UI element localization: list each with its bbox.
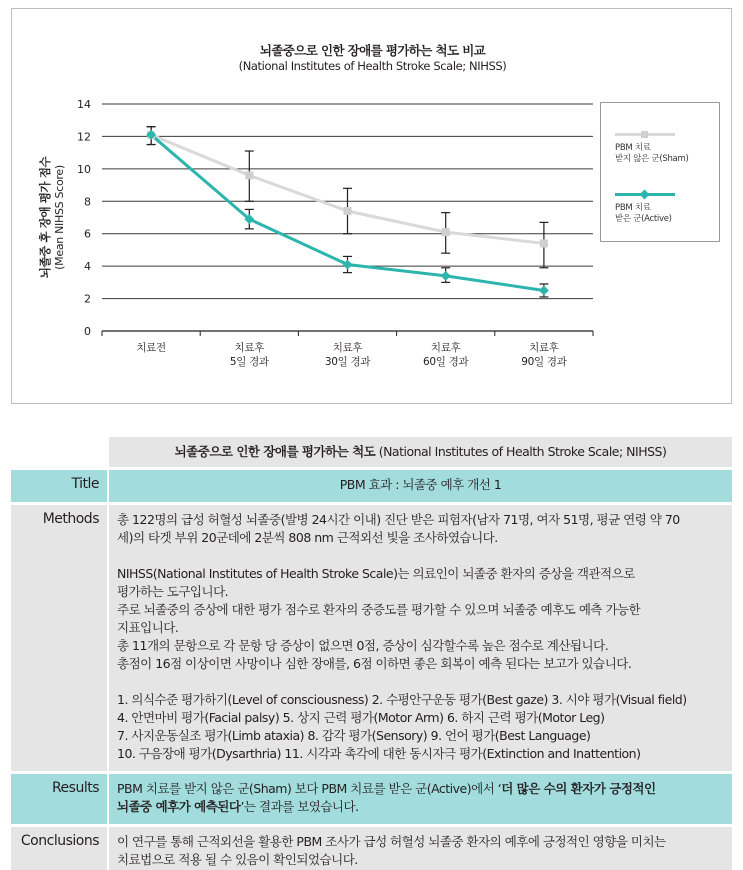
methods-value	[109, 505, 732, 771]
y-tick-label: 4	[84, 260, 91, 274]
results-text: PBM 치료를 받지 않은 군(Sham) 보다 PBM 치료를 받은 군(Active)에서 ‘	[117, 781, 502, 796]
x-tick-label: 치료후	[529, 342, 559, 354]
conclusions-label: Conclusions	[11, 827, 107, 870]
x-tick-label: 90일 경과	[521, 356, 567, 368]
chart-subtitle: (National Institutes of Health Stroke Scale; NIHSS)	[238, 59, 507, 73]
methods-line: 세)의 타겟 부위 20군데에 2분씩 808 nm 근적외선 빛을 조사하였습니다.	[117, 530, 498, 545]
methods-line: 총점이 16점 이상이면 사망이나 심한 장애를, 6점 이하면 좋은 회복이 예측 된다는 보고가 있습니다.	[117, 656, 632, 671]
results-label: Results	[11, 774, 107, 824]
methods-line: 평가하는 도구입니다.	[117, 584, 229, 599]
results-row	[11, 774, 732, 824]
title-row	[11, 470, 732, 502]
methods-paragraph-2	[117, 565, 724, 673]
methods-paragraph-1	[117, 511, 724, 547]
data-point-sham	[245, 171, 253, 179]
y-tick-label: 12	[77, 130, 91, 144]
legend-diamond-marker	[640, 190, 650, 200]
conclusions-row	[11, 827, 732, 870]
methods-line: 4. 안면마비 평가(Facial palsy) 5. 상지 근력 평가(Motor Arm) 6. 하지 근력 평가(Motor Leg)	[117, 710, 605, 725]
title-value: PBM 효과 : 뇌졸중 예후 개선 1	[109, 470, 732, 502]
y-tick-label: 6	[84, 227, 91, 241]
y-tick-label: 2	[84, 292, 91, 306]
data-point-sham	[344, 207, 352, 215]
y-tick-label: 0	[84, 325, 91, 338]
results-bold-text: 더 많은 수의 환자가 긍정적인	[501, 781, 656, 796]
legend-label-active: PBM 치료 받은 군(Active)	[615, 203, 672, 224]
methods-line: NIHSS(National Institutes of Health Stroke Scale)는 의료인이 뇌졸중 환자의 증상을 객관적으로	[117, 566, 635, 581]
methods-line: 7. 사지운동실조 평가(Limb ataxia) 8. 감각 평가(Sensory) 9. 언어 평가(Best Language)	[117, 728, 591, 743]
study-summary-table	[11, 434, 732, 870]
methods-line: 지표입니다.	[117, 620, 179, 635]
x-tick-label: 치료후	[430, 342, 461, 354]
y-tick-label: 8	[84, 195, 91, 209]
methods-line: 총 11개의 문항으로 각 문항 당 증상이 없으면 0점, 증상이 심각할수록 높은 점수로 계산됩니다.	[117, 638, 609, 653]
methods-paragraph-3	[117, 691, 724, 763]
results-value	[109, 774, 732, 824]
legend-square-marker	[641, 131, 648, 138]
results-bold-text: 뇌졸중 예후가 예측된다	[117, 799, 241, 814]
y-tick-label: 14	[77, 98, 91, 111]
results-text: ’는 결과를 보였습니다.	[240, 799, 359, 814]
x-tick-label: 60일 경과	[423, 356, 469, 368]
methods-row	[11, 505, 732, 771]
methods-line: 1. 의식수준 평가하기(Level of consciousness) 2. 수평안구운동 평가(Best gaze) 3. 시야 평가(Visual field)	[117, 692, 687, 707]
x-tick-label: 치료전	[136, 342, 166, 354]
chart-legend	[600, 102, 720, 242]
x-tick-label: 치료후	[234, 342, 265, 354]
methods-line: 10. 구음장애 평가(Dysarthria) 11. 시각과 촉각에 대한 동시자극 평가(Extinction and Inattention)	[117, 746, 641, 761]
header-normal-text: (National Institutes of Health Stroke Scale; NIHSS)	[375, 444, 667, 459]
data-point-sham	[442, 228, 450, 236]
y-axis-label: (Mean NIHSS Score)	[53, 165, 66, 270]
data-point-active	[539, 286, 549, 296]
y-tick-label: 10	[77, 162, 91, 176]
conclusions-line: 치료법으로 적용 될 수 있음이 확인되었습니다.	[117, 852, 358, 867]
x-tick-label: 30일 경과	[324, 356, 371, 368]
y-axis-label: 뇌졸중 후 장애 평가 점수	[38, 156, 52, 279]
chart-title: 뇌졸중으로 인한 장애를 평가하는 척도 비교	[259, 43, 486, 58]
data-point-active	[343, 260, 353, 270]
x-tick-label: 치료후	[332, 342, 363, 354]
chart-panel	[11, 8, 732, 404]
data-point-sham	[540, 239, 548, 247]
methods-line: 주로 뇌졸중의 증상에 대한 평가 점수로 환자의 중증도를 평가할 수 있으며 뇌졸중 예후도 예측 가능한	[117, 602, 641, 617]
x-tick-label: 5일 경과	[229, 356, 269, 368]
header-bold-text: 뇌졸중으로 인한 장애를 평가하는 척도	[174, 444, 376, 459]
title-label: Title	[11, 470, 107, 502]
methods-line: 총 122명의 급성 허혈성 뇌졸중(발병 24시간 이내) 진단 받은 피험자(남자 71명, 여자 51명, 평균 연령 약 70	[117, 512, 680, 527]
methods-label: Methods	[11, 505, 107, 771]
data-point-active	[441, 271, 451, 281]
table-header-row	[11, 437, 732, 467]
conclusions-line: 이 연구를 통해 근적외선을 활용한 PBM 조사가 급성 허혈성 뇌졸중 환자의 예후에 긍정적인 영향을 미치는	[117, 834, 666, 849]
conclusions-value	[109, 827, 732, 870]
table-header	[109, 437, 732, 467]
legend-label-sham: PBM 치료 받지 않은 군(Sham)	[615, 143, 689, 164]
